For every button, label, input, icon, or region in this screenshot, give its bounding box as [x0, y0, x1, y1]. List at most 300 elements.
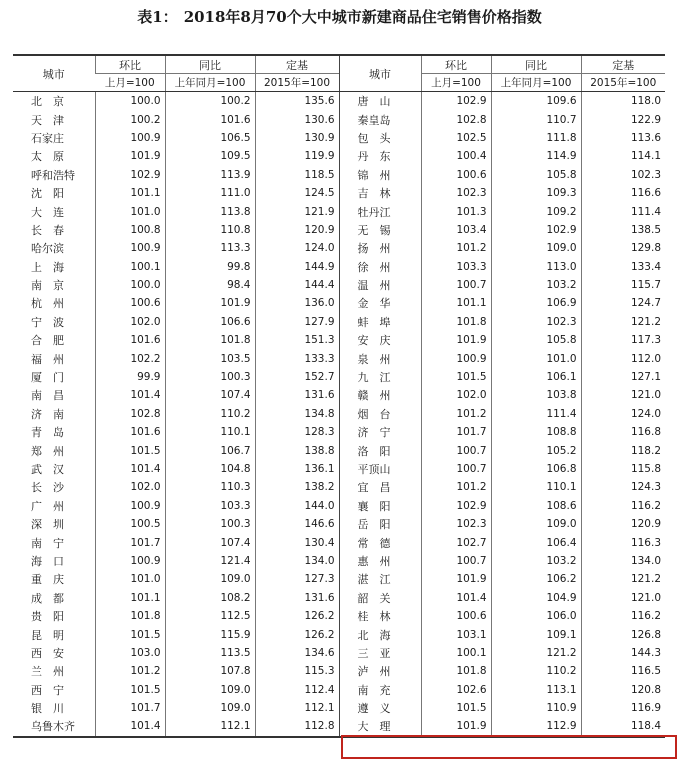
- mom-value-cell: 100.8: [95, 221, 165, 239]
- yoy-value-cell: 106.6: [165, 313, 255, 331]
- mom-value-cell: 101.7: [421, 423, 491, 441]
- fixed-value-cell: 115.8: [581, 460, 665, 478]
- fixed-value-cell: 118.5: [255, 166, 339, 184]
- table-row: [13, 644, 665, 662]
- fixed-value-cell: 144.4: [255, 276, 339, 294]
- mom-value-cell: 100.1: [421, 644, 491, 662]
- city-name-cell: 乌鲁木齐: [13, 717, 95, 736]
- header-yoy-sub-right: 上年同月=100: [491, 74, 581, 92]
- fixed-value-cell: 124.3: [581, 478, 665, 496]
- yoy-value-cell: 114.9: [491, 147, 581, 165]
- header-yoy-sub-left: 上年同月=100: [165, 74, 255, 92]
- yoy-value-cell: 109.0: [491, 239, 581, 257]
- yoy-value-cell: 106.0: [491, 607, 581, 625]
- table-body: [13, 92, 665, 737]
- mom-value-cell: 101.9: [421, 331, 491, 349]
- city-name-cell: 贵 阳: [31, 610, 64, 624]
- yoy-value-cell: 109.5: [165, 147, 255, 165]
- mom-value-cell: 102.3: [421, 515, 491, 533]
- table-row: [13, 589, 665, 607]
- fixed-value-cell: 114.1: [581, 147, 665, 165]
- yoy-value-cell: 121.2: [491, 644, 581, 662]
- mom-value-cell: 101.2: [421, 405, 491, 423]
- city-name-cell: 温 州: [339, 276, 421, 294]
- fixed-value-cell: 126.2: [255, 625, 339, 643]
- yoy-value-cell: 105.8: [491, 331, 581, 349]
- mom-value-cell: 101.2: [421, 478, 491, 496]
- fixed-value-cell: 115.7: [581, 276, 665, 294]
- yoy-value-cell: 110.2: [165, 405, 255, 423]
- yoy-value-cell: 109.0: [165, 681, 255, 699]
- fixed-value-cell: 116.5: [581, 662, 665, 680]
- yoy-value-cell: 121.4: [165, 552, 255, 570]
- table-row: [13, 662, 665, 680]
- city-name-cell: 三 亚: [339, 644, 421, 662]
- mom-value-cell: 100.9: [95, 239, 165, 257]
- yoy-value-cell: 110.1: [165, 423, 255, 441]
- mom-value-cell: 102.9: [421, 497, 491, 515]
- mom-value-cell: 100.9: [95, 552, 165, 570]
- city-name-cell: 牡丹江: [339, 202, 421, 220]
- fixed-value-cell: 136.1: [255, 460, 339, 478]
- yoy-value-cell: 100.3: [165, 368, 255, 386]
- fixed-value-cell: 127.9: [255, 313, 339, 331]
- mom-value-cell: 100.6: [421, 166, 491, 184]
- yoy-value-cell: 112.1: [165, 717, 255, 736]
- mom-value-cell: 100.6: [421, 607, 491, 625]
- city-name-cell: 哈尔滨: [31, 242, 64, 256]
- yoy-value-cell: 98.4: [165, 276, 255, 294]
- table-row: [13, 184, 665, 202]
- price-index-table: [13, 54, 665, 738]
- mom-value-cell: 101.4: [421, 589, 491, 607]
- table-row: [13, 570, 665, 588]
- mom-value-cell: 102.9: [421, 92, 491, 111]
- yoy-value-cell: 101.8: [165, 331, 255, 349]
- city-name-cell: 大 连: [31, 205, 64, 219]
- city-name-cell: 包 头: [339, 129, 421, 147]
- table-row: [13, 386, 665, 404]
- mom-value-cell: 100.1: [95, 258, 165, 276]
- city-name-cell: 锦 州: [339, 166, 421, 184]
- yoy-value-cell: 108.8: [491, 423, 581, 441]
- fixed-value-cell: 113.6: [581, 129, 665, 147]
- city-name-cell: 九 江: [339, 368, 421, 386]
- yoy-value-cell: 102.3: [491, 313, 581, 331]
- yoy-value-cell: 101.9: [165, 294, 255, 312]
- city-name-cell: 金 华: [339, 294, 421, 312]
- city-name-cell: 大 理: [339, 717, 421, 736]
- city-name-cell: 无 锡: [339, 221, 421, 239]
- yoy-value-cell: 110.1: [491, 478, 581, 496]
- city-name-cell: 海 口: [31, 554, 64, 568]
- yoy-value-cell: 113.3: [165, 239, 255, 257]
- city-name-cell: 杭 州: [31, 297, 64, 311]
- mom-value-cell: 103.4: [421, 221, 491, 239]
- fixed-value-cell: 121.0: [581, 386, 665, 404]
- city-name-cell: 赣 州: [339, 386, 421, 404]
- header-fixed-right: 定基: [581, 55, 665, 74]
- mom-value-cell: 101.5: [421, 699, 491, 717]
- mom-value-cell: 101.2: [421, 239, 491, 257]
- fixed-value-cell: 111.4: [581, 202, 665, 220]
- mom-value-cell: 102.3: [421, 184, 491, 202]
- fixed-value-cell: 124.7: [581, 294, 665, 312]
- mom-value-cell: 100.9: [95, 497, 165, 515]
- mom-value-cell: 101.5: [95, 441, 165, 459]
- fixed-value-cell: 120.8: [581, 681, 665, 699]
- city-name-cell: 常 德: [339, 533, 421, 551]
- fixed-value-cell: 120.9: [581, 515, 665, 533]
- table-row: [13, 147, 665, 165]
- city-name-cell: 上 海: [31, 260, 64, 274]
- city-name-cell: 韶 关: [339, 589, 421, 607]
- mom-value-cell: 101.2: [95, 662, 165, 680]
- yoy-value-cell: 106.7: [165, 441, 255, 459]
- yoy-value-cell: 113.9: [165, 166, 255, 184]
- yoy-value-cell: 105.8: [491, 166, 581, 184]
- table-row: [13, 239, 665, 257]
- mom-value-cell: 102.2: [95, 349, 165, 367]
- yoy-value-cell: 105.2: [491, 441, 581, 459]
- city-name-cell: 长 春: [31, 223, 64, 237]
- fixed-value-cell: 134.8: [255, 405, 339, 423]
- fixed-value-cell: 112.1: [255, 699, 339, 717]
- header-fixed-sub-left: 2015年=100: [255, 74, 339, 92]
- mom-value-cell: 100.7: [421, 276, 491, 294]
- city-name-cell: 长 沙: [31, 481, 64, 495]
- fixed-value-cell: 136.0: [255, 294, 339, 312]
- yoy-value-cell: 103.3: [165, 497, 255, 515]
- city-name-cell: 青 岛: [31, 426, 64, 440]
- table-row: [13, 717, 665, 736]
- mom-value-cell: 101.9: [421, 570, 491, 588]
- fixed-value-cell: 144.0: [255, 497, 339, 515]
- mom-value-cell: 102.5: [421, 129, 491, 147]
- yoy-value-cell: 111.4: [491, 405, 581, 423]
- city-name-cell: 吉 林: [339, 184, 421, 202]
- yoy-value-cell: 109.0: [165, 699, 255, 717]
- header-city-right: 城市: [339, 55, 421, 92]
- mom-value-cell: 100.6: [95, 294, 165, 312]
- yoy-value-cell: 108.6: [491, 497, 581, 515]
- yoy-value-cell: 109.0: [165, 570, 255, 588]
- city-name-cell: 太 原: [31, 150, 64, 164]
- city-name-cell: 岳 阳: [339, 515, 421, 533]
- fixed-value-cell: 128.3: [255, 423, 339, 441]
- city-name-cell: 济 南: [31, 407, 64, 421]
- city-name-cell: 西 宁: [31, 683, 64, 697]
- header-mom-right: 环比: [421, 55, 491, 74]
- yoy-value-cell: 106.1: [491, 368, 581, 386]
- fixed-value-cell: 146.6: [255, 515, 339, 533]
- city-name-cell: 南 昌: [31, 389, 64, 403]
- table-row: [13, 460, 665, 478]
- fixed-value-cell: 118.2: [581, 441, 665, 459]
- fixed-value-cell: 124.0: [255, 239, 339, 257]
- fixed-value-cell: 130.9: [255, 129, 339, 147]
- fixed-value-cell: 120.9: [255, 221, 339, 239]
- table-row: [13, 331, 665, 349]
- header-fixed-left: 定基: [255, 55, 339, 74]
- mom-value-cell: 102.6: [421, 681, 491, 699]
- table-row: [13, 349, 665, 367]
- yoy-value-cell: 111.8: [491, 129, 581, 147]
- fixed-value-cell: 144.9: [255, 258, 339, 276]
- city-name-cell: 南 京: [31, 279, 64, 293]
- mom-value-cell: 101.4: [95, 460, 165, 478]
- fixed-value-cell: 151.3: [255, 331, 339, 349]
- yoy-value-cell: 102.9: [491, 221, 581, 239]
- fixed-value-cell: 102.3: [581, 166, 665, 184]
- yoy-value-cell: 100.3: [165, 515, 255, 533]
- yoy-value-cell: 111.0: [165, 184, 255, 202]
- yoy-value-cell: 103.2: [491, 276, 581, 294]
- header-mom-sub-right: 上月=100: [421, 74, 491, 92]
- fixed-value-cell: 115.3: [255, 662, 339, 680]
- fixed-value-cell: 116.3: [581, 533, 665, 551]
- table-row: [13, 129, 665, 147]
- yoy-value-cell: 101.0: [491, 349, 581, 367]
- yoy-value-cell: 110.2: [491, 662, 581, 680]
- table-row: [13, 202, 665, 220]
- mom-value-cell: 101.9: [95, 147, 165, 165]
- city-name-cell: 烟 台: [339, 405, 421, 423]
- fixed-value-cell: 135.6: [255, 92, 339, 111]
- city-name-cell: 武 汉: [31, 463, 64, 476]
- fixed-value-cell: 121.2: [581, 570, 665, 588]
- yoy-value-cell: 106.8: [491, 460, 581, 478]
- mom-value-cell: 102.9: [95, 166, 165, 184]
- mom-value-cell: 102.7: [421, 533, 491, 551]
- header-city-left: 城市: [13, 55, 95, 92]
- city-name-cell: 北 京: [31, 95, 64, 109]
- mom-value-cell: 100.7: [421, 441, 491, 459]
- mom-value-cell: 101.7: [95, 699, 165, 717]
- city-name-cell: 厦 门: [31, 371, 64, 385]
- fixed-value-cell: 130.6: [255, 110, 339, 128]
- table-row: [13, 607, 665, 625]
- table-row: [13, 699, 665, 717]
- table-row: [13, 258, 665, 276]
- city-name-cell: 惠 州: [339, 552, 421, 570]
- fixed-value-cell: 124.0: [581, 405, 665, 423]
- mom-value-cell: 100.2: [95, 110, 165, 128]
- city-name-cell: 福 州: [31, 352, 64, 366]
- table-row: [13, 276, 665, 294]
- yoy-value-cell: 112.5: [165, 607, 255, 625]
- fixed-value-cell: 133.4: [581, 258, 665, 276]
- yoy-value-cell: 100.2: [165, 92, 255, 111]
- city-name-cell: 南 充: [339, 681, 421, 699]
- mom-value-cell: 101.5: [95, 681, 165, 699]
- fixed-value-cell: 131.6: [255, 386, 339, 404]
- mom-value-cell: 101.0: [95, 202, 165, 220]
- yoy-value-cell: 113.5: [165, 644, 255, 662]
- city-name-cell: 泉 州: [339, 349, 421, 367]
- mom-value-cell: 101.6: [95, 331, 165, 349]
- table-row: [13, 92, 665, 111]
- fixed-value-cell: 144.3: [581, 644, 665, 662]
- table-row: [13, 533, 665, 551]
- yoy-value-cell: 110.7: [491, 110, 581, 128]
- fixed-value-cell: 121.0: [581, 589, 665, 607]
- city-name-cell: 银 川: [31, 702, 64, 716]
- mom-value-cell: 101.3: [421, 202, 491, 220]
- yoy-value-cell: 110.9: [491, 699, 581, 717]
- yoy-value-cell: 107.4: [165, 386, 255, 404]
- fixed-value-cell: 138.2: [255, 478, 339, 496]
- city-name-cell: 南 宁: [31, 536, 64, 550]
- mom-value-cell: 101.0: [95, 570, 165, 588]
- mom-value-cell: 101.1: [95, 589, 165, 607]
- mom-value-cell: 100.0: [95, 92, 165, 111]
- fixed-value-cell: 121.9: [255, 202, 339, 220]
- city-name-cell: 成 都: [31, 591, 64, 605]
- yoy-value-cell: 113.1: [491, 681, 581, 699]
- mom-value-cell: 101.4: [95, 717, 165, 736]
- mom-value-cell: 101.9: [421, 717, 491, 736]
- mom-value-cell: 101.1: [95, 184, 165, 202]
- yoy-value-cell: 110.3: [165, 478, 255, 496]
- yoy-value-cell: 99.8: [165, 258, 255, 276]
- fixed-value-cell: 129.8: [581, 239, 665, 257]
- yoy-value-cell: 107.8: [165, 662, 255, 680]
- yoy-value-cell: 109.6: [491, 92, 581, 111]
- city-name-cell: 安 庆: [339, 331, 421, 349]
- mom-value-cell: 100.5: [95, 515, 165, 533]
- mom-value-cell: 101.7: [95, 533, 165, 551]
- fixed-value-cell: 116.8: [581, 423, 665, 441]
- city-name-cell: 西 安: [31, 646, 64, 660]
- header-yoy-right: 同比: [491, 55, 581, 74]
- fixed-value-cell: 119.9: [255, 147, 339, 165]
- mom-value-cell: 100.4: [421, 147, 491, 165]
- mom-value-cell: 101.8: [95, 607, 165, 625]
- fixed-value-cell: 124.5: [255, 184, 339, 202]
- table-row: [13, 497, 665, 515]
- city-name-cell: 扬 州: [339, 239, 421, 257]
- yoy-value-cell: 110.8: [165, 221, 255, 239]
- city-name-cell: 洛 阳: [339, 441, 421, 459]
- fixed-value-cell: 134.6: [255, 644, 339, 662]
- fixed-value-cell: 122.9: [581, 110, 665, 128]
- table-row: [13, 625, 665, 643]
- header-yoy-left: 同比: [165, 55, 255, 74]
- fixed-value-cell: 116.6: [581, 184, 665, 202]
- table-row: [13, 405, 665, 423]
- city-name-cell: 桂 林: [339, 607, 421, 625]
- mom-value-cell: 103.0: [95, 644, 165, 662]
- table-row: [13, 423, 665, 441]
- city-name-cell: 昆 明: [31, 628, 64, 642]
- header-fixed-sub-right: 2015年=100: [581, 74, 665, 92]
- city-name-cell: 襄 阳: [339, 497, 421, 515]
- table-row: [13, 166, 665, 184]
- mom-value-cell: 102.8: [95, 405, 165, 423]
- mom-value-cell: 102.0: [95, 478, 165, 496]
- mom-value-cell: 100.0: [95, 276, 165, 294]
- mom-value-cell: 101.5: [95, 625, 165, 643]
- yoy-value-cell: 106.4: [491, 533, 581, 551]
- city-name-cell: 沈 阳: [31, 187, 64, 201]
- fixed-value-cell: 112.0: [581, 349, 665, 367]
- table-row: [13, 681, 665, 699]
- fixed-value-cell: 126.2: [255, 607, 339, 625]
- yoy-value-cell: 108.2: [165, 589, 255, 607]
- city-name-cell: 重 庆: [31, 573, 64, 587]
- yoy-value-cell: 104.8: [165, 460, 255, 478]
- fixed-value-cell: 116.9: [581, 699, 665, 717]
- yoy-value-cell: 109.3: [491, 184, 581, 202]
- fixed-value-cell: 134.0: [255, 552, 339, 570]
- mom-value-cell: 100.7: [421, 460, 491, 478]
- mom-value-cell: 100.9: [95, 129, 165, 147]
- fixed-value-cell: 127.3: [255, 570, 339, 588]
- fixed-value-cell: 133.3: [255, 349, 339, 367]
- city-name-cell: 合 肥: [31, 334, 64, 348]
- yoy-value-cell: 101.6: [165, 110, 255, 128]
- fixed-value-cell: 112.4: [255, 681, 339, 699]
- yoy-value-cell: 106.2: [491, 570, 581, 588]
- mom-value-cell: 101.8: [421, 662, 491, 680]
- table-row: [13, 110, 665, 128]
- yoy-value-cell: 107.4: [165, 533, 255, 551]
- yoy-value-cell: 113.8: [165, 202, 255, 220]
- highlight-box: [341, 735, 677, 759]
- fixed-value-cell: 152.7: [255, 368, 339, 386]
- city-name-cell: 遵 义: [339, 699, 421, 717]
- city-name-cell: 兰 州: [31, 665, 64, 679]
- city-name-cell: 宁 波: [31, 315, 64, 329]
- city-name-cell: 广 州: [31, 499, 64, 513]
- yoy-value-cell: 109.2: [491, 202, 581, 220]
- city-name-cell: 深 圳: [31, 518, 64, 532]
- table-title-text: 2018年8月70个大中城市新建商品住宅销售价格指数: [183, 8, 542, 26]
- fixed-value-cell: 138.8: [255, 441, 339, 459]
- city-name-cell: 北 海: [339, 625, 421, 643]
- table-title: [0, 6, 679, 28]
- mom-value-cell: 101.5: [421, 368, 491, 386]
- mom-value-cell: 103.3: [421, 258, 491, 276]
- mom-value-cell: 102.0: [421, 386, 491, 404]
- fixed-value-cell: 138.5: [581, 221, 665, 239]
- fixed-value-cell: 131.6: [255, 589, 339, 607]
- fixed-value-cell: 118.4: [581, 717, 665, 736]
- fixed-value-cell: 116.2: [581, 607, 665, 625]
- city-name-cell: 泸 州: [339, 662, 421, 680]
- mom-value-cell: 100.9: [421, 349, 491, 367]
- mom-value-cell: 102.8: [421, 110, 491, 128]
- table-row: [13, 478, 665, 496]
- yoy-value-cell: 103.8: [491, 386, 581, 404]
- yoy-value-cell: 115.9: [165, 625, 255, 643]
- mom-value-cell: 101.4: [95, 386, 165, 404]
- city-name-cell: 平顶山: [339, 460, 421, 478]
- city-name-cell: 呼和浩特: [31, 168, 75, 182]
- yoy-value-cell: 104.9: [491, 589, 581, 607]
- table-title-prefix: 表1：: [137, 8, 178, 26]
- city-name-cell: 济 宁: [339, 423, 421, 441]
- city-name-cell: 郑 州: [31, 444, 64, 458]
- yoy-value-cell: 103.2: [491, 552, 581, 570]
- mom-value-cell: 100.7: [421, 552, 491, 570]
- fixed-value-cell: 117.3: [581, 331, 665, 349]
- fixed-value-cell: 134.0: [581, 552, 665, 570]
- table-row: [13, 294, 665, 312]
- city-name-cell: 湛 江: [339, 570, 421, 588]
- header-mom-sub-left: 上月=100: [95, 74, 165, 92]
